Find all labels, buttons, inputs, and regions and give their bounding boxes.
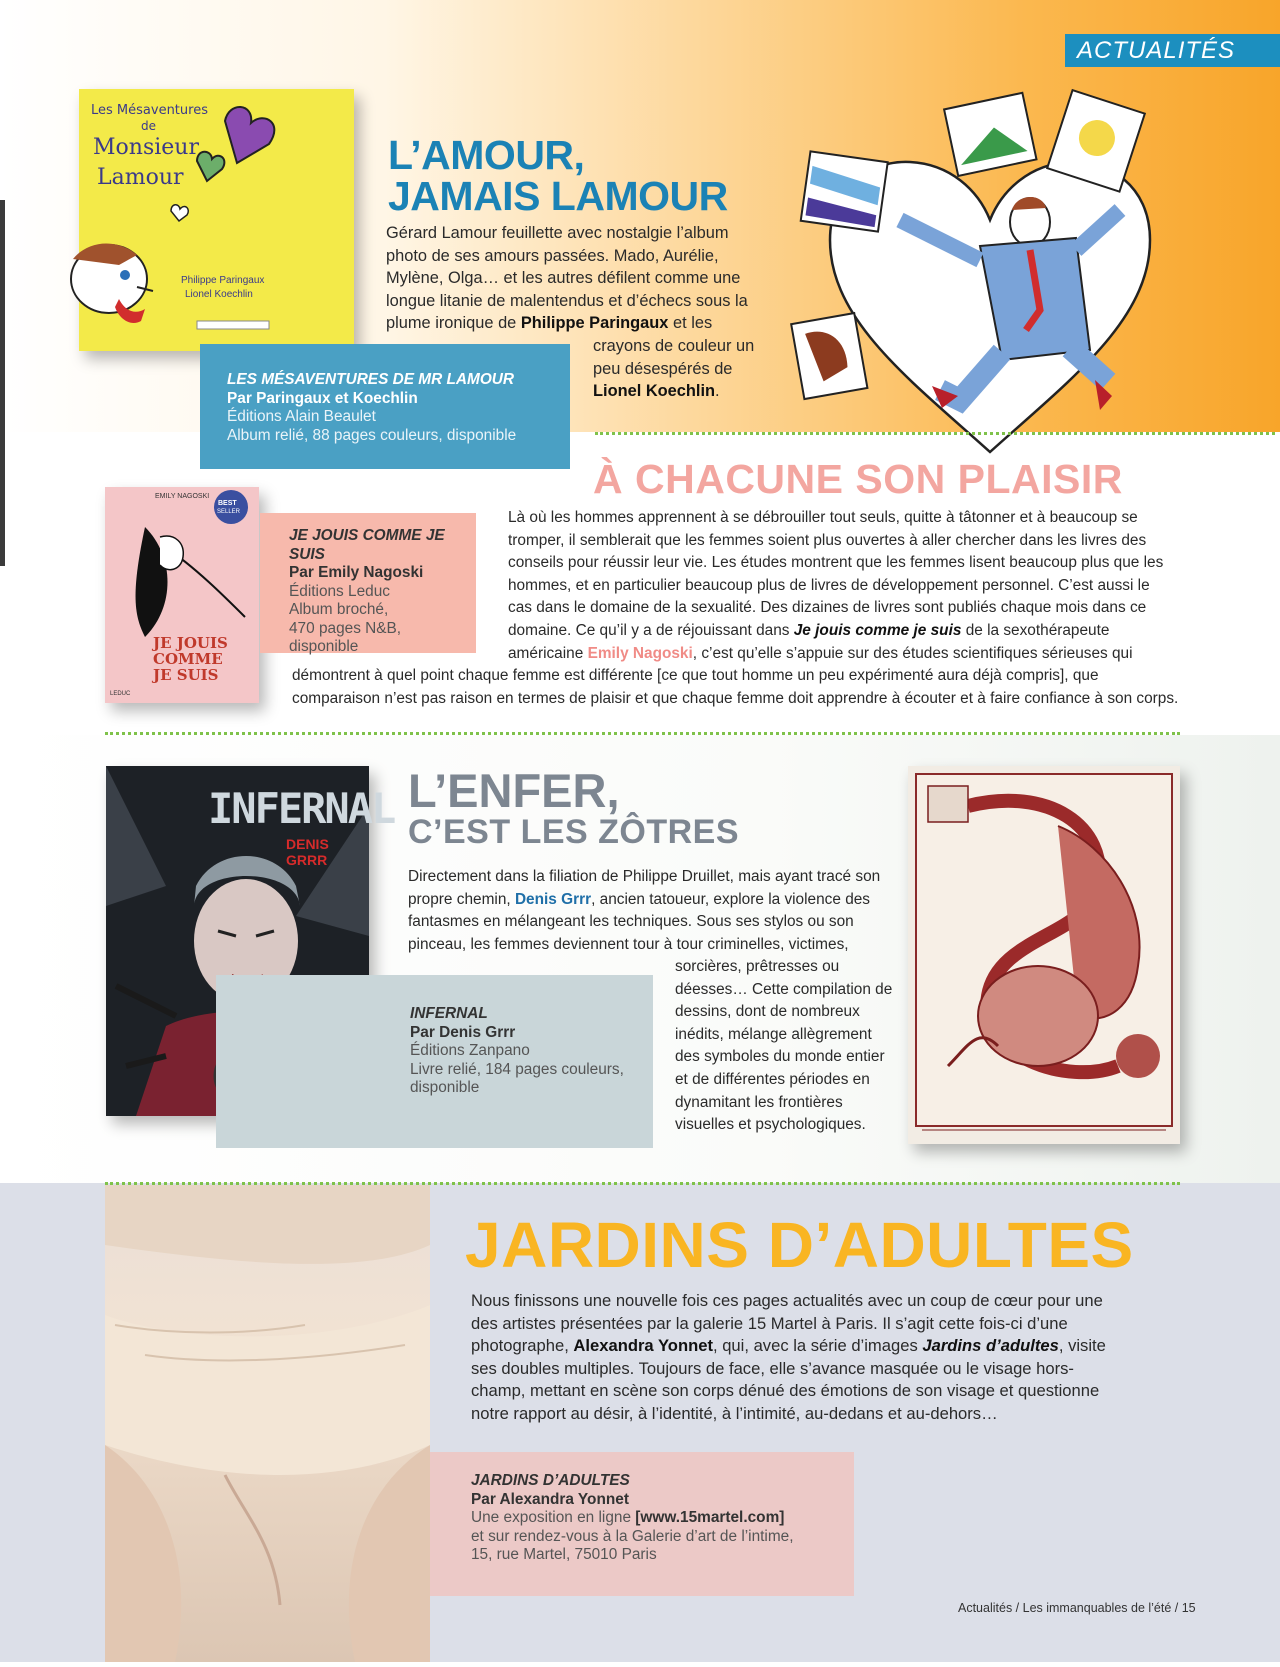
article1-column <box>593 335 793 403</box>
article3-line: inédits, mélange allègrement <box>675 1025 872 1043</box>
exhibition-info-line: 15, rue Martel, 75010 Paris <box>471 1546 657 1563</box>
author-name: Philippe Paringaux <box>520 314 669 332</box>
article2-line <box>508 643 1188 666</box>
article3-line: dessins, dont de nombreux <box>675 1003 860 1021</box>
text-run: domaine. Ce qu’il y a de réjouissant dans <box>508 621 794 639</box>
left-edge-bar <box>0 200 5 566</box>
cover-badge-line2: SELLER <box>217 509 241 515</box>
article1-line: crayons de couleur un <box>593 337 755 355</box>
book-info-line: disponible <box>410 1079 480 1096</box>
article1-line <box>386 312 786 335</box>
cover-badge-line1: BEST <box>218 500 237 507</box>
cover-title1: JE JOUIS <box>153 634 228 652</box>
book-info-title: INFERNAL <box>410 1005 488 1022</box>
book-info-line: 470 pages N&B, <box>289 619 402 637</box>
text-run: , c’est qu’elle s’appuie sur des études scientifiques sérieuses qui <box>692 644 1133 662</box>
article3-column <box>675 956 895 1137</box>
dotted-separator <box>595 432 1275 435</box>
article1-line: peu désespérés de <box>593 359 733 378</box>
book-cover-je-jouis <box>105 487 259 703</box>
artist-name: Alexandra Yonnet <box>573 1336 713 1356</box>
text-run: photographe, <box>471 1336 574 1356</box>
book-cover-mesaventures <box>79 89 354 351</box>
book-info-details: Album relié, 88 pages couleurs, disponible <box>227 426 517 444</box>
book-title-inline: Je jouis comme je suis <box>793 621 962 639</box>
author-name: Denis Grrr <box>514 890 592 908</box>
exhibition-info-author: Par Alexandra Yonnet <box>471 1490 629 1508</box>
article4-line: notre rapport au désir, à l’identité, à l’intimité, au-dedans et au-dehors… <box>471 1403 998 1423</box>
cover-title-line4: Lamour <box>97 165 184 190</box>
gallery-website-link[interactable]: [www.15martel.com] <box>635 1509 785 1526</box>
article3-line: des symboles du monde entier <box>675 1048 885 1066</box>
book-info-box <box>216 975 653 1148</box>
article2-line: conseils pour réussir leur vie. Les études montrent que les femmes lisent beaucoup plus que les <box>508 554 1164 572</box>
book-info-line: Album broché, <box>289 601 389 618</box>
article1-line: Gérard Lamour feuillette avec nostalgie l’album <box>386 224 729 242</box>
exhibition-info-box <box>430 1452 854 1596</box>
article4-line <box>471 1335 1191 1358</box>
article2-line: hommes, et en particulier beaucoup plus de livres de développement personnel. C’est aussi le <box>508 576 1150 594</box>
article2-title: À CHACUNE SON PLAISIR <box>593 456 1123 502</box>
article2-body-wide <box>292 665 1212 710</box>
text-run: américaine <box>508 644 588 662</box>
section-tag: ACTUALITÉS <box>1065 34 1280 67</box>
article4-body <box>471 1290 1191 1426</box>
article1-line: photo de ses amours passées. Mado, Aurélie, <box>386 246 719 265</box>
article1-line: longue litanie de malentendus et d’échecs sous la <box>386 291 748 310</box>
article1-title-line2: JAMAIS LAMOUR <box>388 173 728 219</box>
article3-line: déesses… Cette compilation de <box>675 980 893 998</box>
text-run: et les <box>668 314 713 332</box>
exhibition-info-title: JARDINS D’ADULTES <box>471 1472 630 1489</box>
infernal-artwork <box>908 766 1180 1144</box>
author-name: Emily Nagoski <box>587 644 693 662</box>
article2-line: tromper, il semblerait que les femmes soient plus ouvertes à aller chercher dans les livres des <box>508 531 1147 549</box>
book-info-line: Éditions Leduc <box>289 582 390 600</box>
book-info-publisher: Éditions Alain Beaulet <box>227 408 376 425</box>
article3-line: visuelles et psychologiques. <box>675 1116 866 1134</box>
cover-title-line2: de <box>141 119 156 133</box>
book-info-box <box>200 344 570 469</box>
article1-line: Mylène, Olga… et les autres défilent comme une <box>386 269 741 287</box>
text-run: plume ironique de <box>386 314 521 332</box>
jardins-photo <box>105 1185 430 1662</box>
article3-line: pinceau, les femmes deviennent tour à tour criminelles, victimes, <box>408 935 849 953</box>
book-info-author: Par Emily Nagoski <box>289 564 424 581</box>
dotted-separator <box>105 732 1180 735</box>
article4-title: JARDINS D’ADULTES <box>465 1209 1134 1281</box>
article2-line: comparaison n’est pas raison en termes de plaisir et que chaque femme doit apprendre à écouter et à faire confiance à son corps. <box>292 689 1179 707</box>
text-run: , ancien tatoueur, explore la violence des <box>591 890 871 908</box>
exhibition-info-line: et sur rendez-vous à la Galerie d’art de l’intime, <box>471 1527 794 1545</box>
cover-publisher: LEDUC <box>110 691 131 697</box>
cover-author2: Lionel Koechlin <box>185 289 253 300</box>
article2-line: démontrent à quel point chaque femme est différente [ce que tout homme un peu expérimenté aura déjà compris], que <box>292 667 1099 684</box>
book-info-line: Livre relié, 184 pages couleurs, <box>410 1060 624 1078</box>
article1-line <box>593 380 793 403</box>
article3-line: et de différentes périodes en <box>675 1070 870 1088</box>
article3-title-line1: L’ENFER, <box>408 764 620 817</box>
cover-author1: Philippe Paringaux <box>181 275 265 286</box>
article3-line: Directement dans la filiation de Philippe Druillet, mais ayant tracé son <box>408 868 881 885</box>
cover-author: DENIS GRRR <box>286 836 329 868</box>
text-run: . <box>715 382 720 400</box>
article2-line <box>508 620 1188 643</box>
article3-line: dynamitant les frontières <box>675 1093 843 1111</box>
series-title-inline: Jardins d’adultes <box>922 1336 1059 1356</box>
cover-title-line1: Les Mésaventures <box>91 103 208 118</box>
cover-title2: COMME <box>153 650 223 668</box>
book-info-title: JE JOUIS COMME JE SUIS <box>289 527 445 563</box>
cover-author: EMILY NAGOSKI <box>155 493 210 500</box>
cover-title3: JE SUIS <box>153 666 219 684</box>
photo-illustration <box>105 1185 430 1662</box>
page-footer: Actualités / Les immanquables de l’été / 15 <box>958 1601 1196 1615</box>
article3-line <box>408 889 888 912</box>
heart-illustration <box>790 90 1190 460</box>
exhibition-info-line <box>471 1509 854 1528</box>
text-run: , qui, avec la série d’images <box>712 1336 923 1356</box>
article3-body <box>408 866 888 956</box>
cover-title-line3: Monsieur <box>93 135 199 160</box>
book-info-title: LES MÉSAVENTURES DE MR LAMOUR <box>227 371 515 388</box>
article4-line: Nous finissons une nouvelle fois ces pages actualités avec un coup de cœur pour une <box>471 1291 1103 1310</box>
article3-line: fantasmes en mélangeant les techniques. Sous ses stylos ou son <box>408 913 854 931</box>
article4-line: des artistes présentées par la galerie 15 Martel à Paris. Il s’agit cette fois-ci d’une <box>471 1313 1068 1333</box>
article3-line: sorcières, prêtresses ou <box>675 958 840 975</box>
text-run: de la sexothérapeute <box>961 621 1110 639</box>
article1-title-line1: L’AMOUR, <box>388 132 585 178</box>
cover-illustration <box>79 89 354 351</box>
book-info-author: Par Paringaux et Koechlin <box>227 389 418 407</box>
article2-line: cas dans le domaine de la sexualité. Des dizaines de livres sont publiés chaque mois dans ce <box>508 599 1147 617</box>
article3-title-line2: C’EST LES ZÔTRES <box>408 813 740 851</box>
artwork-illustration <box>908 766 1180 1144</box>
text-run: Une exposition en ligne <box>471 1509 636 1526</box>
article2-body <box>508 507 1188 665</box>
cover-title: INFERNAL <box>208 784 395 833</box>
article2-line: Là où les hommes apprennent à se débrouiller tout seuls, quitte à tâtonner et à beaucoup se <box>508 509 1138 526</box>
book-info-author: Par Denis Grrr <box>410 1023 516 1041</box>
article4-line: ses doubles multiples. Toujours de face, elle s’avance masquée ou le visage hors- <box>471 1358 1074 1378</box>
book-info-line: Éditions Zanpano <box>410 1042 530 1059</box>
illustrator-name: Lionel Koechlin <box>593 382 716 400</box>
book-info-box <box>260 513 476 653</box>
text-run: propre chemin, <box>408 890 515 908</box>
article1-body <box>386 222 786 335</box>
article4-line: champ, mettant en scène son corps dénué des émotions de son visage et questionne <box>471 1381 1100 1401</box>
book-info-line: disponible <box>289 638 359 655</box>
text-run: , visite <box>1058 1336 1106 1356</box>
